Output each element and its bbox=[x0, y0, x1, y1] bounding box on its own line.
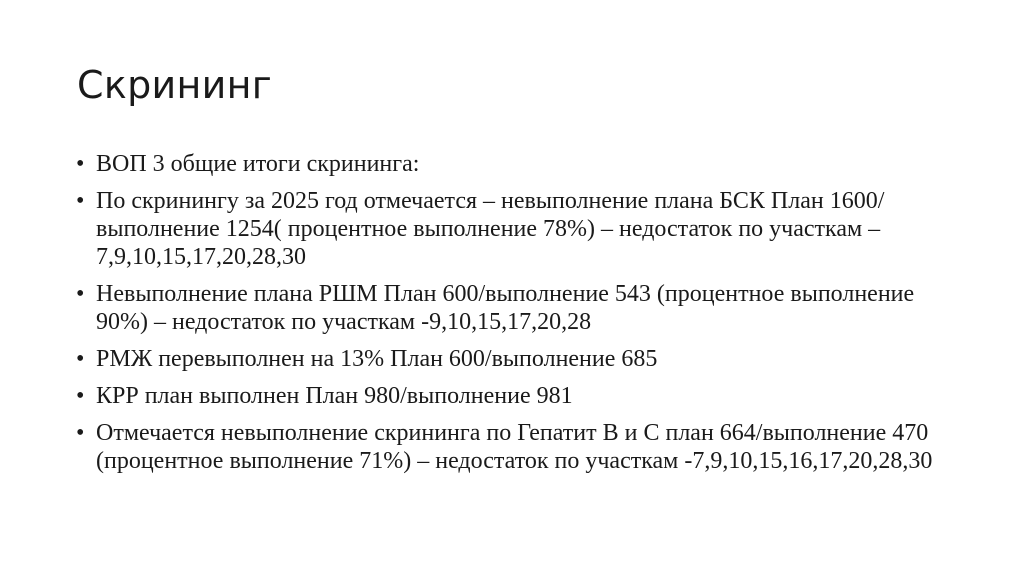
bullet-dot-icon: • bbox=[76, 281, 85, 307]
list-item bbox=[76, 150, 956, 178]
bullet-text: КРР план выполнен План 980/выполнение 981 bbox=[96, 383, 573, 409]
bullet-text: По скринингу за 2025 год отмечается – невыполнение плана БСК План 1600/выполнение 1254( процентное выполнение 78%) – недостаток по участкам – 7,9,10,15,17,20,28,30 bbox=[96, 188, 885, 270]
bullet-text: Отмечается невыполнение скрининга по Гепатит В и С план 664/выполнение 470 (процентное выполнение 71%) – недостаток по участкам -7,9,10,15,16,17,20,28,30 bbox=[96, 420, 933, 474]
bullet-text: Невыполнение плана РШМ План 600/выполнение 543 (процентное выполнение 90%) – недостаток по участкам -9,10,15,17,20,28 bbox=[96, 281, 915, 335]
list-item bbox=[76, 419, 956, 475]
slide-title: Скрининг bbox=[77, 63, 273, 107]
bullet-dot-icon: • bbox=[76, 383, 85, 409]
bullet-dot-icon: • bbox=[76, 151, 85, 177]
bullet-list bbox=[76, 150, 956, 484]
list-item bbox=[76, 187, 956, 271]
bullet-text: РМЖ перевыполнен на 13% План 600/выполнение 685 bbox=[96, 346, 658, 372]
bullet-dot-icon: • bbox=[76, 346, 85, 372]
list-item bbox=[76, 382, 956, 410]
bullet-dot-icon: • bbox=[76, 420, 85, 446]
list-item bbox=[76, 280, 956, 336]
bullet-dot-icon: • bbox=[76, 188, 85, 214]
bullet-text: ВОП 3 общие итоги скрининга: bbox=[96, 151, 420, 177]
list-item bbox=[76, 345, 956, 373]
